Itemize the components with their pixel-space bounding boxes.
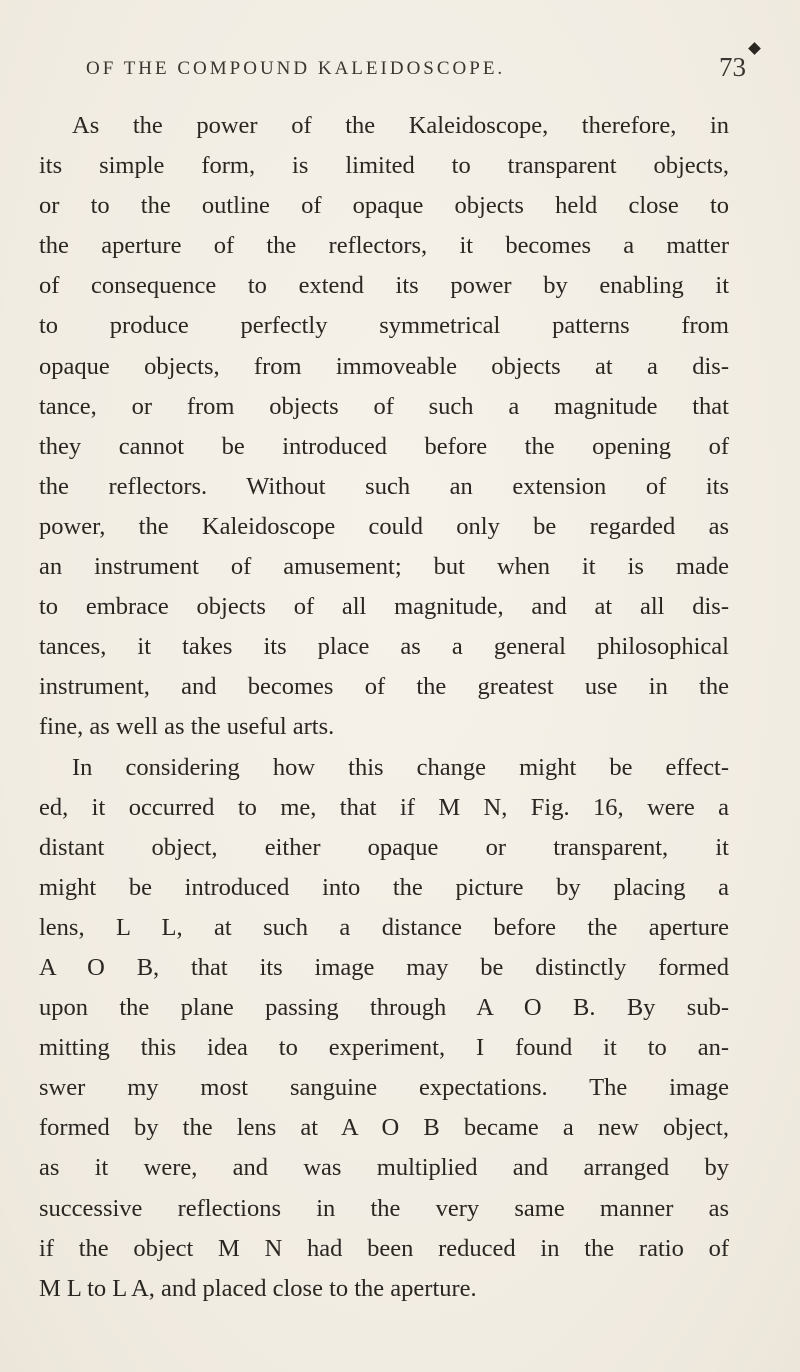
text-line: As the power of the Kaleidoscope, therefore, in [72, 112, 729, 139]
text-line: mitting this idea to experiment, I found it to an- [39, 1034, 729, 1062]
text-line: lens, L L, at such a distance before the aperture [39, 913, 729, 941]
text-line: distant object, either opaque or transparent, it [39, 833, 729, 861]
text-line: formed by the lens at A O B became a new object, [39, 1114, 729, 1142]
text-line: swer my most sanguine expectations. The image [39, 1074, 729, 1102]
text-line: an instrument of amusement; but when it is made [39, 553, 729, 581]
text-line: its simple form, is limited to transparent objects, [39, 152, 729, 180]
text-line: might be introduced into the picture by placing a [39, 873, 729, 901]
text-line: they cannot be introduced before the opening of [39, 432, 729, 460]
text-line: as it were, and was multiplied and arranged by [39, 1154, 729, 1182]
text-line: to embrace objects of all magnitude, and at all dis- [39, 593, 729, 621]
text-line: A O B, that its image may be distinctly formed [39, 953, 729, 981]
text-line: fine, as well as the useful arts. [39, 713, 335, 741]
text-line: successive reflections in the very same manner as [39, 1194, 729, 1222]
text-line: instrument, and becomes of the greatest use in the [39, 673, 729, 701]
page-number: 73 [719, 52, 746, 82]
text-line: tances, it takes its place as a general philosophical [39, 633, 729, 661]
text-line: to produce perfectly symmetrical patterns from [39, 312, 729, 340]
printer-mark [748, 42, 761, 55]
text-line: the reflectors. Without such an extension of its [39, 472, 729, 500]
text-line: power, the Kaleidoscope could only be regarded as [39, 512, 729, 540]
text-line: or to the outline of opaque objects held close to [39, 192, 729, 220]
body-text [39, 106, 729, 1309]
text-line: tance, or from objects of such a magnitude that [39, 392, 729, 420]
text-line: of consequence to extend its power by enabling it [39, 272, 729, 300]
running-head-title: OF THE COMPOUND KALEIDOSCOPE. [86, 58, 506, 79]
text-line: opaque objects, from immoveable objects at a dis- [39, 352, 729, 380]
text-line: upon the plane passing through A O B. By sub- [39, 994, 729, 1022]
text-line: the aperture of the reflectors, it becomes a matter [39, 232, 729, 260]
text-line: ed, it occurred to me, that if M N, Fig. 16, were a [39, 793, 729, 821]
text-line: In considering how this change might be effect- [72, 753, 729, 781]
text-line: if the object M N had been reduced in the ratio of [39, 1234, 729, 1262]
text-line: M L to L A, and placed close to the aperture. [39, 1274, 477, 1302]
running-head [86, 52, 746, 88]
